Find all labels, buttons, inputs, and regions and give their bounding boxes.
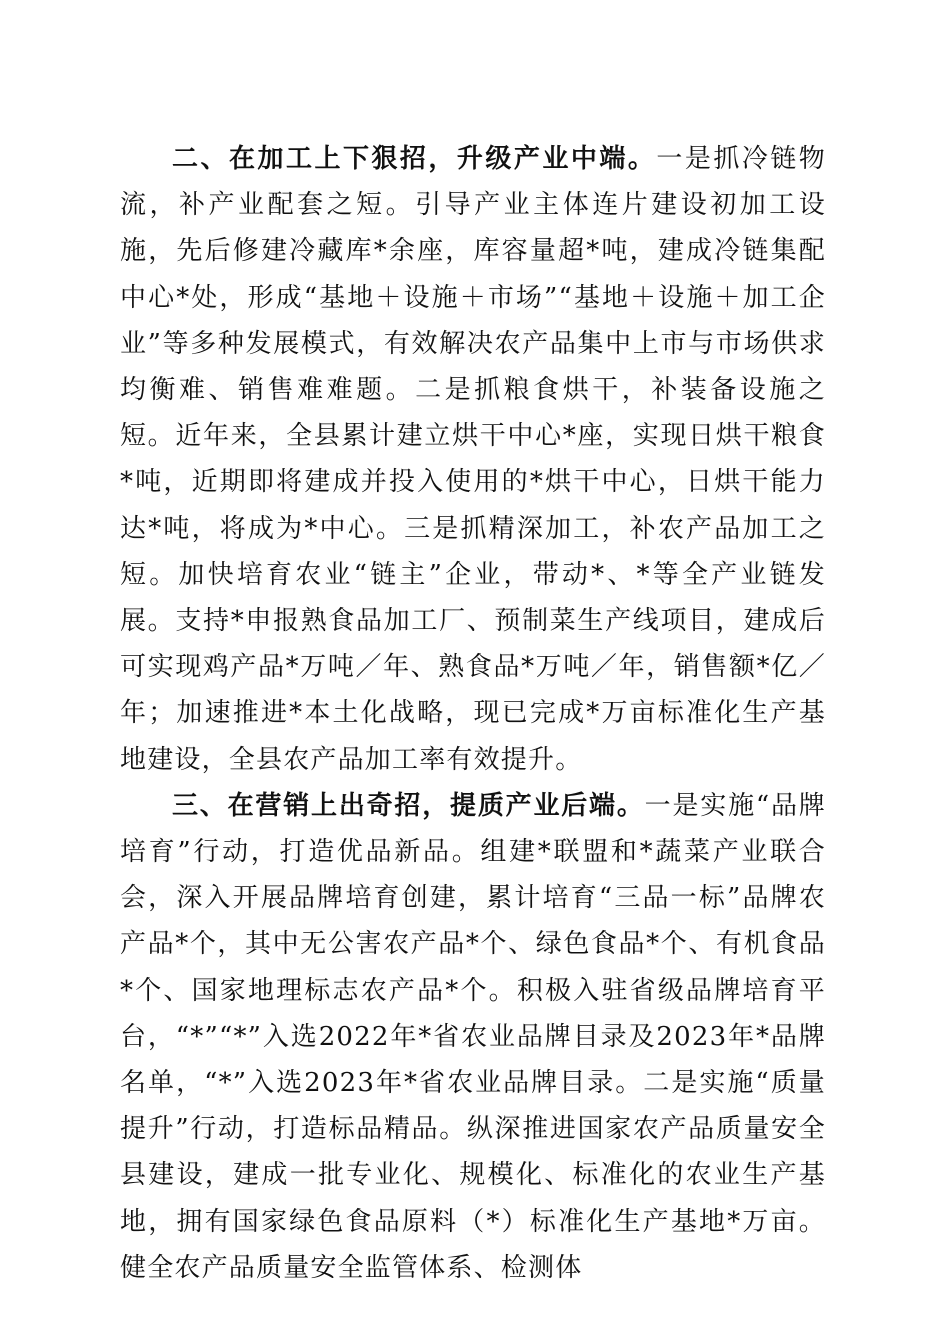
paragraph-marketing — [120, 783, 826, 1291]
paragraph-text-marketing: 一是实施“品牌培育”行动，打造优品新品。组建*联盟和*蔬菜产业联合会，深入开展品牌培育创建，累计培育“三品一标”品牌农产品*个，其中无公害农产品*个、绿色食品*个、有机食品*个、国家地理标志农产品*个。积极入驻省级品牌培育平台，“*”“*”入选2022年*省农业品牌目录及2023年*品牌名单，“*”入选2023年*省农业品牌目录。二是实施“质量提升”行动，打造标品精品。纵深推进国家农产品质量安全县建设，建成一批专业化、规模化、标准化的农业生产基地，拥有国家绿色食品原料（*）标准化生产基地*万亩。健全农产品质量安全监管体系、检测体 — [120, 790, 826, 1283]
section-heading-processing: 二、在加工上下狠招，升级产业中端。 — [172, 144, 657, 174]
document-body — [120, 136, 826, 1291]
paragraph-processing — [120, 136, 826, 783]
paragraph-text-processing: 一是抓冷链物流，补产业配套之短。引导产业主体连片建设初加工设施，先后修建冷藏库*余座，库容量超*吨，建成冷链集配中心*处，形成“基地＋设施＋市场”“基地＋设施＋加工企业”等多种发展模式，有效解决农产品集中上市与市场供求均衡难、销售难难题。二是抓粮食烘干，补装备设施之短。近年来，全县累计建立烘干中心*座，实现日烘干粮食*吨，近期即将建成并投入使用的*烘干中心，日烘干能力达*吨，将成为*中心。三是抓精深加工，补农产品加工之短。加快培育农业“链主”企业，带动*、*等全产业链发展。支持*申报熟食品加工厂、预制菜生产线项目，建成后可实现鸡产品*万吨／年、熟食品*万吨／年，销售额*亿／年；加速推进*本土化战略，现已完成*万亩标准化生产基地建设，全县农产品加工率有效提升。 — [120, 144, 826, 775]
section-heading-marketing: 三、在营销上出奇招，提质产业后端。 — [172, 790, 645, 821]
